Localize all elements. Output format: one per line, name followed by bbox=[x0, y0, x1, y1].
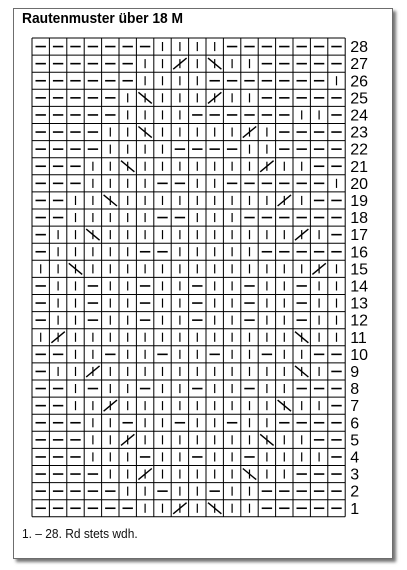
row-label: 17 bbox=[350, 227, 368, 245]
row-label: 14 bbox=[350, 278, 368, 296]
row-label: 24 bbox=[350, 107, 368, 125]
row-label: 6 bbox=[350, 415, 360, 433]
row-label: 23 bbox=[350, 124, 368, 142]
row-label: 18 bbox=[350, 210, 368, 228]
row-label: 3 bbox=[350, 466, 360, 484]
row-label: 12 bbox=[350, 312, 368, 330]
row-label: 15 bbox=[350, 261, 368, 279]
row-label: 22 bbox=[350, 141, 368, 159]
chart-title: Rautenmuster über 18 M bbox=[22, 10, 184, 27]
row-label: 20 bbox=[350, 175, 368, 193]
row-label: 9 bbox=[350, 363, 360, 381]
row-label: 16 bbox=[350, 244, 368, 262]
row-label: 27 bbox=[350, 56, 368, 74]
row-label: 28 bbox=[350, 39, 368, 57]
row-label: 13 bbox=[350, 295, 368, 313]
row-label: 25 bbox=[350, 90, 368, 108]
row-label: 10 bbox=[350, 346, 368, 364]
row-label: 7 bbox=[350, 398, 360, 416]
footnote: 1. – 28. Rd stets wdh. bbox=[22, 526, 138, 541]
row-label: 4 bbox=[350, 449, 360, 467]
row-label: 8 bbox=[350, 381, 360, 399]
row-label: 1 bbox=[350, 500, 360, 518]
row-label: 11 bbox=[350, 329, 367, 347]
row-label: 26 bbox=[350, 73, 368, 91]
row-label: 5 bbox=[350, 432, 360, 450]
row-label: 19 bbox=[350, 192, 368, 210]
row-label: 21 bbox=[350, 158, 368, 176]
row-label: 2 bbox=[350, 483, 360, 501]
